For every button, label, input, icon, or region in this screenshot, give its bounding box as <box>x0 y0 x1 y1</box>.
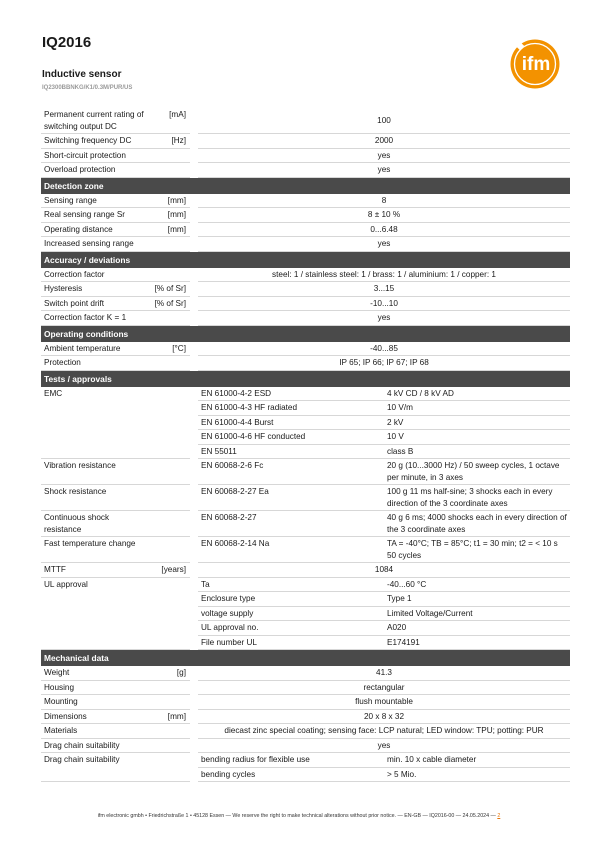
spec-label: Hysteresis <box>41 282 151 297</box>
spec-gap <box>190 387 198 460</box>
spec-row <box>41 223 570 238</box>
spec-sub-label: bending cycles <box>198 768 384 783</box>
spec-gap <box>190 194 198 209</box>
spec-table-body <box>41 108 570 782</box>
spec-sub-label: File number UL <box>198 636 384 651</box>
section-title: Mechanical data <box>41 650 570 666</box>
spec-gap <box>190 666 198 681</box>
spec-sub-label: EN 60068-2-27 Ea <box>198 485 384 511</box>
section-title: Detection zone <box>41 178 570 194</box>
spec-value: 41.3 <box>198 666 570 681</box>
spec-value: 3...15 <box>198 282 570 297</box>
spec-unit: [mm] <box>151 208 190 223</box>
spec-unit: [mA] <box>151 108 190 134</box>
spec-group-row <box>41 511 570 537</box>
spec-unit <box>151 681 190 696</box>
spec-gap <box>190 268 198 283</box>
section-title: Operating conditions <box>41 326 570 342</box>
spec-sub-value: 20 g (10...3000 Hz) / 50 sweep cycles, 1 octave per minute, in 3 axes <box>384 459 570 485</box>
spec-group-row <box>41 537 570 563</box>
spec-row <box>41 356 570 371</box>
spec-label: Housing <box>41 681 151 696</box>
spec-value: 8 ± 10 % <box>198 208 570 223</box>
spec-gap <box>190 163 198 178</box>
spec-gap <box>190 537 198 563</box>
spec-label: Mounting <box>41 695 151 710</box>
spec-value: yes <box>198 739 570 754</box>
spec-unit <box>151 387 190 460</box>
spec-sub-value: 2 kV <box>384 416 570 431</box>
spec-label: Correction factor <box>41 268 151 283</box>
spec-row <box>41 666 570 681</box>
spec-label: MTTF <box>41 563 151 578</box>
spec-gap <box>190 753 198 782</box>
spec-gap <box>190 282 198 297</box>
spec-unit <box>151 149 190 164</box>
spec-unit <box>151 753 190 782</box>
spec-sub-label: EN 61000-4-6 HF conducted <box>198 430 384 445</box>
section-title: Tests / approvals <box>41 371 570 387</box>
spec-unit <box>151 237 190 252</box>
spec-sub-value: 40 g 6 ms; 4000 shocks each in every direction of the 3 coordinate axes <box>384 511 570 537</box>
spec-table <box>41 108 570 782</box>
spec-label: Fast temperature change <box>41 537 151 563</box>
spec-gap <box>190 237 198 252</box>
spec-label: Materials <box>41 724 151 739</box>
spec-unit: [g] <box>151 666 190 681</box>
spec-gap <box>190 297 198 312</box>
spec-label: Sensing range <box>41 194 151 209</box>
spec-value: 20 x 8 x 32 <box>198 710 570 725</box>
spec-gap <box>190 108 198 134</box>
spec-label: Switch point drift <box>41 297 151 312</box>
spec-unit: [Hz] <box>151 134 190 149</box>
spec-label: Increased sensing range <box>41 237 151 252</box>
product-subtitle: Inductive sensor <box>42 69 122 80</box>
section-header <box>41 371 570 387</box>
spec-sub-label: UL approval no. <box>198 621 384 636</box>
spec-sub-value: 4 kV CD / 8 kV AD <box>384 387 570 402</box>
spec-sub-value: A020 <box>384 621 570 636</box>
spec-value: yes <box>198 311 570 326</box>
spec-gap <box>190 311 198 326</box>
spec-sub-value: class B <box>384 445 570 460</box>
spec-unit <box>151 537 190 563</box>
spec-label: Dimensions <box>41 710 151 725</box>
spec-value: -10...10 <box>198 297 570 312</box>
spec-sub-value: TA = -40°C; TB = 85°C; t1 = 30 min; t2 = < 10 s 50 cycles <box>384 537 570 563</box>
spec-row <box>41 681 570 696</box>
spec-unit: [mm] <box>151 710 190 725</box>
spec-row <box>41 108 570 134</box>
spec-value: steel: 1 / stainless steel: 1 / brass: 1 / aluminium: 1 / copper: 1 <box>198 268 570 283</box>
spec-sub-value: Limited Voltage/Current <box>384 607 570 622</box>
spec-gap <box>190 223 198 238</box>
spec-sub-value: -40...60 °C <box>384 578 570 593</box>
spec-sub-label: bending radius for flexible use <box>198 753 384 768</box>
spec-label: Short-circuit protection <box>41 149 151 164</box>
spec-sub-label: EN 55011 <box>198 445 384 460</box>
spec-label: Permanent current rating of switching output DC <box>41 108 151 134</box>
spec-sub-label: Ta <box>198 578 384 593</box>
spec-sub-label: EN 61000-4-4 Burst <box>198 416 384 431</box>
spec-group-row <box>41 485 570 511</box>
spec-value: flush mountable <box>198 695 570 710</box>
spec-value: 100 <box>198 108 570 134</box>
spec-label: Vibration resistance <box>41 459 151 485</box>
section-header <box>41 650 570 666</box>
spec-unit: [% of Sr] <box>151 297 190 312</box>
spec-gap <box>190 134 198 149</box>
spec-row <box>41 695 570 710</box>
spec-value: rectangular <box>198 681 570 696</box>
spec-unit <box>151 459 190 485</box>
spec-label: Real sensing range Sr <box>41 208 151 223</box>
page-footer <box>0 813 598 819</box>
spec-sub-label: EN 60068-2-14 Na <box>198 537 384 563</box>
spec-unit <box>151 511 190 537</box>
spec-unit <box>151 268 190 283</box>
spec-unit: [mm] <box>151 223 190 238</box>
spec-row <box>41 297 570 312</box>
spec-unit <box>151 311 190 326</box>
spec-unit: [°C] <box>151 342 190 357</box>
spec-sub-label: EN 61000-4-3 HF radiated <box>198 401 384 416</box>
spec-value: diecast zinc special coating; sensing face: LCP natural; LED window: TPU; potting: PUR <box>198 724 570 739</box>
spec-gap <box>190 356 198 371</box>
spec-label: Ambient temperature <box>41 342 151 357</box>
spec-label: Drag chain suitability <box>41 739 151 754</box>
spec-sub-label: EN 61000-4-2 ESD <box>198 387 384 402</box>
spec-gap <box>190 563 198 578</box>
spec-value: yes <box>198 163 570 178</box>
spec-row <box>41 208 570 223</box>
spec-value: 8 <box>198 194 570 209</box>
spec-label: Drag chain suitability <box>41 753 151 782</box>
spec-row <box>41 724 570 739</box>
spec-row <box>41 149 570 164</box>
spec-gap <box>190 739 198 754</box>
spec-value: yes <box>198 237 570 252</box>
spec-label: Continuous shock resistance <box>41 511 151 537</box>
section-title: Accuracy / deviations <box>41 252 570 268</box>
spec-gap <box>190 485 198 511</box>
ifm-logo <box>510 39 560 89</box>
spec-sub-value: Type 1 <box>384 592 570 607</box>
spec-sub-label: EN 60068-2-6 Fc <box>198 459 384 485</box>
spec-gap <box>190 681 198 696</box>
spec-sub-value: min. 10 x cable diameter <box>384 753 570 768</box>
spec-group-row <box>41 387 570 402</box>
spec-label: Shock resistance <box>41 485 151 511</box>
spec-label: Operating distance <box>41 223 151 238</box>
spec-gap <box>190 724 198 739</box>
spec-row <box>41 710 570 725</box>
spec-row <box>41 311 570 326</box>
spec-row <box>41 282 570 297</box>
spec-row <box>41 237 570 252</box>
spec-gap <box>190 149 198 164</box>
spec-unit <box>151 724 190 739</box>
spec-gap <box>190 511 198 537</box>
spec-row <box>41 163 570 178</box>
spec-value: yes <box>198 149 570 164</box>
spec-sub-value: E174191 <box>384 636 570 651</box>
section-header <box>41 252 570 268</box>
spec-row <box>41 268 570 283</box>
spec-gap <box>190 695 198 710</box>
spec-unit <box>151 356 190 371</box>
spec-row <box>41 134 570 149</box>
spec-value: -40...85 <box>198 342 570 357</box>
spec-label: Correction factor K = 1 <box>41 311 151 326</box>
spec-label: EMC <box>41 387 151 460</box>
spec-sub-label: Enclosure type <box>198 592 384 607</box>
spec-sub-label: EN 60068-2-27 <box>198 511 384 537</box>
spec-group-row <box>41 459 570 485</box>
spec-value: 2000 <box>198 134 570 149</box>
spec-gap <box>190 578 198 651</box>
spec-gap <box>190 459 198 485</box>
footer-page-number[interactable]: 2 <box>497 813 501 819</box>
spec-value: 1084 <box>198 563 570 578</box>
spec-unit <box>151 485 190 511</box>
spec-group-row <box>41 753 570 768</box>
spec-group-row <box>41 578 570 593</box>
spec-gap <box>190 710 198 725</box>
spec-value: IP 65; IP 66; IP 67; IP 68 <box>198 356 570 371</box>
spec-gap <box>190 208 198 223</box>
footer-text: ifm electronic gmbh • Friedrichstraße 1 • 45128 Essen — We reserve the right to make technical alterations without prior notice. — EN-GB — IQ2016-00 — 24.05.2024 — <box>97 813 496 819</box>
spec-label: Protection <box>41 356 151 371</box>
page-title: IQ2016 <box>42 34 92 51</box>
spec-unit <box>151 695 190 710</box>
spec-unit <box>151 163 190 178</box>
product-code: IQ2300BBNKG/K1/0.3M/PUR/US <box>42 85 133 91</box>
spec-unit <box>151 739 190 754</box>
spec-label: Weight <box>41 666 151 681</box>
spec-unit: [years] <box>151 563 190 578</box>
section-header <box>41 326 570 342</box>
spec-sub-label: voltage supply <box>198 607 384 622</box>
logo-text: ifm <box>521 54 551 75</box>
spec-row <box>41 342 570 357</box>
spec-gap <box>190 342 198 357</box>
section-header <box>41 178 570 194</box>
spec-label: UL approval <box>41 578 151 651</box>
spec-row <box>41 563 570 578</box>
spec-sub-value: 10 V/m <box>384 401 570 416</box>
spec-row <box>41 194 570 209</box>
spec-unit: [% of Sr] <box>151 282 190 297</box>
spec-unit: [mm] <box>151 194 190 209</box>
spec-unit <box>151 578 190 651</box>
spec-sub-value: 100 g 11 ms half-sine; 3 shocks each in every direction of the 3 coordinate axes <box>384 485 570 511</box>
spec-sub-value: 10 V <box>384 430 570 445</box>
spec-sub-value: > 5 Mio. <box>384 768 570 783</box>
spec-value: 0...6.48 <box>198 223 570 238</box>
spec-label: Switching frequency DC <box>41 134 151 149</box>
spec-row <box>41 739 570 754</box>
spec-label: Overload protection <box>41 163 151 178</box>
